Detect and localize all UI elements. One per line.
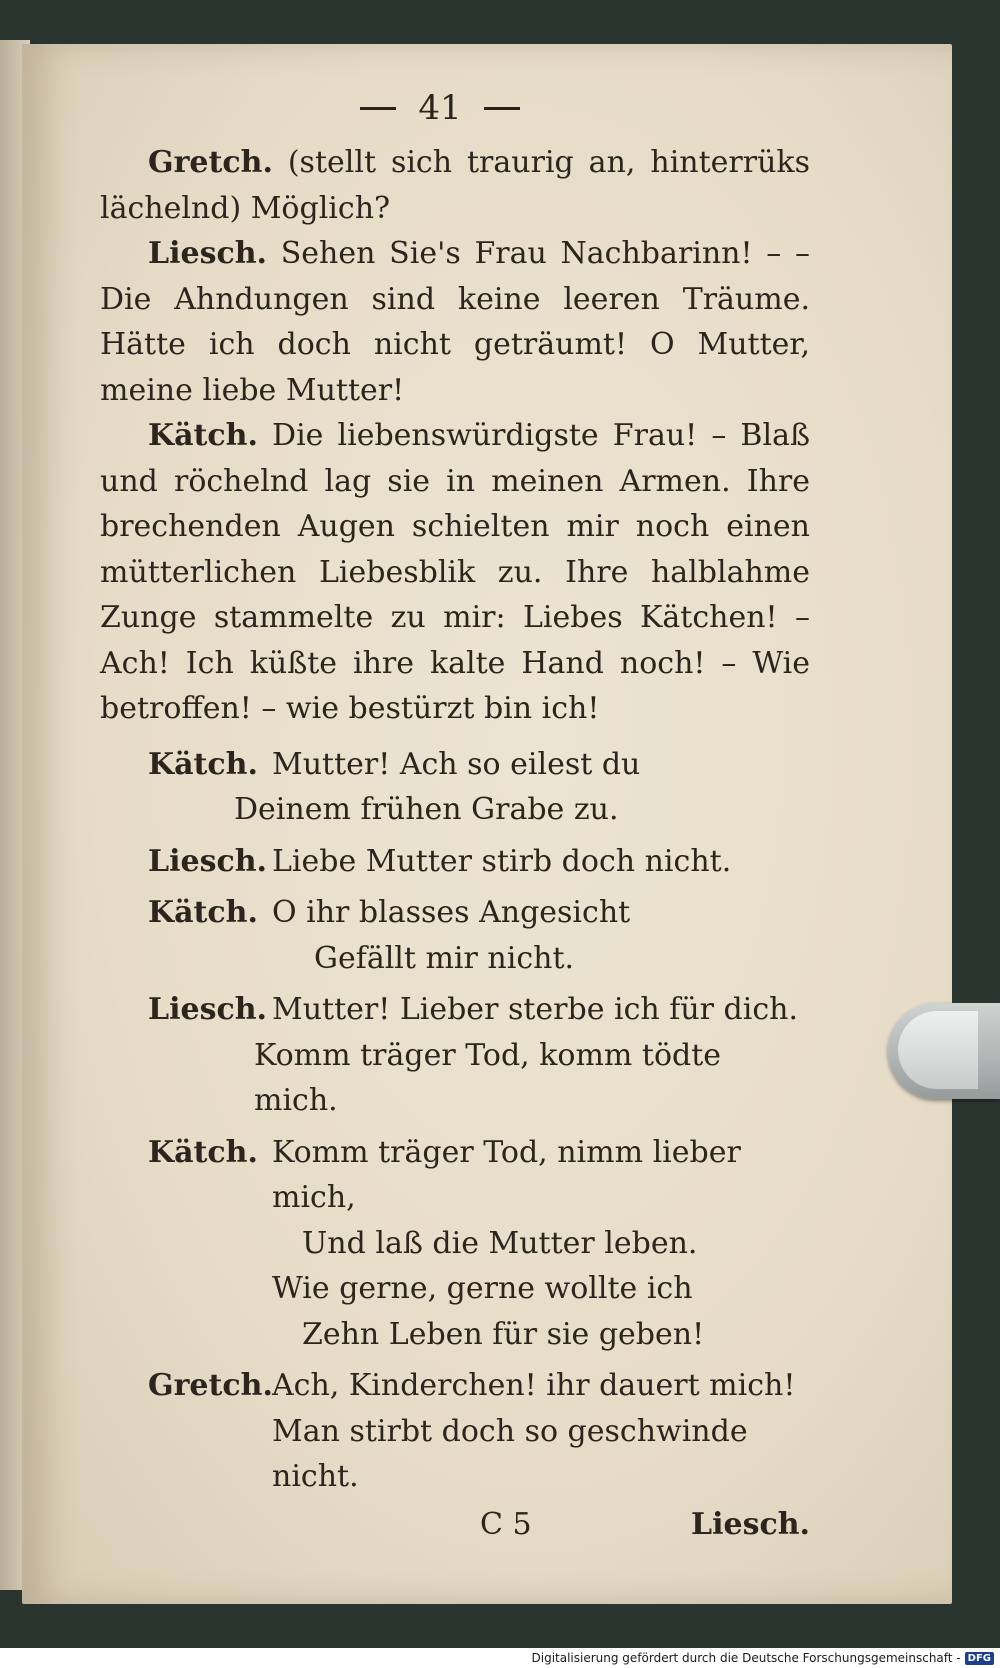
verse-line: Mutter! Ach so eilest du bbox=[272, 746, 641, 782]
header-dash-right bbox=[484, 107, 520, 110]
verse-line: Komm träger Tod, komm tödte mich. bbox=[254, 1037, 722, 1118]
verse-block bbox=[100, 987, 810, 1124]
page-footer bbox=[100, 1502, 810, 1548]
paragraph-text: Die liebenswürdigste Frau! – Blaß und röchelnd lag sie in meinen Armen. Ihre brechenden Augen schielten mir noch einen mütterlichen Liebesblik zu. Ihre halblahme Zunge stammelte zu mir: Liebes Kätchen! – Ach! Ich küßte ihre kalte Hand noch! – Wie betroffen! – wie bestürzt bin ich! bbox=[100, 418, 810, 726]
printer-signature: C 5 bbox=[480, 1506, 532, 1542]
speaker-name: Liesch. bbox=[148, 843, 267, 879]
verse-line: Zehn Leben für sie geben! bbox=[302, 1316, 705, 1352]
speaker-name: Kätch. bbox=[148, 895, 258, 930]
page-clip-holder bbox=[888, 1003, 1000, 1099]
paragraph-text: Sehen Sie's Frau Nachbarinn! – – Die Ahndungen sind keine leeren Träume. Hätte ich doch nicht geträumt! O Mutter, meine liebe Mutter! bbox=[100, 236, 810, 408]
speaker-name: Liesch. bbox=[148, 236, 267, 271]
verse-line: Gefällt mir nicht. bbox=[314, 940, 575, 976]
verse-line: Deinem frühen Grabe zu. bbox=[234, 792, 619, 827]
verse-line: Man stirbt doch so geschwinde nicht. bbox=[272, 1413, 748, 1494]
paragraph-text: (stellt sich traurig an, hinterrüks lächelnd) Möglich? bbox=[100, 145, 810, 226]
page-header bbox=[330, 88, 550, 128]
digitization-credit-bar bbox=[0, 1648, 1000, 1668]
prose-paragraph bbox=[100, 413, 810, 732]
prose-paragraph bbox=[100, 140, 810, 231]
verse-line: Wie gerne, gerne wollte ich bbox=[272, 1271, 693, 1306]
verse-block bbox=[100, 742, 810, 833]
catchword: Liesch. bbox=[691, 1506, 810, 1542]
speaker-name: Kätch. bbox=[148, 746, 258, 782]
verse-line: Mutter! Lieber sterbe ich für dich. bbox=[272, 992, 798, 1027]
verse-block bbox=[100, 1363, 810, 1500]
verse-line: Ach, Kinderchen! ihr dauert mich! bbox=[272, 1368, 796, 1403]
speaker-name: Gretch. bbox=[148, 145, 273, 180]
page-text bbox=[100, 140, 810, 1547]
header-dash-left bbox=[360, 107, 396, 110]
dfg-logo-badge: DFG bbox=[965, 1652, 994, 1665]
speaker-name: Liesch. bbox=[148, 992, 267, 1027]
verse-line: Und laß die Mutter leben. bbox=[302, 1225, 698, 1261]
speaker-name: Gretch. bbox=[148, 1368, 273, 1403]
credit-text: Digitalisierung gefördert durch die Deutsche Forschungsgemeinschaft - bbox=[531, 1651, 961, 1665]
speaker-name: Kätch. bbox=[148, 1134, 258, 1170]
verse-line: Komm träger Tod, nimm lieber mich, bbox=[272, 1134, 741, 1215]
verse-block bbox=[100, 1130, 810, 1358]
verse-line: Liebe Mutter stirb doch nicht. bbox=[272, 843, 732, 879]
verse-block bbox=[100, 890, 810, 981]
verse-line: O ihr blasses Angesicht bbox=[272, 895, 631, 930]
prose-paragraph bbox=[100, 231, 810, 413]
verse-block bbox=[100, 839, 810, 885]
page-number: 41 bbox=[418, 88, 462, 128]
speaker-name: Kätch. bbox=[148, 418, 258, 453]
